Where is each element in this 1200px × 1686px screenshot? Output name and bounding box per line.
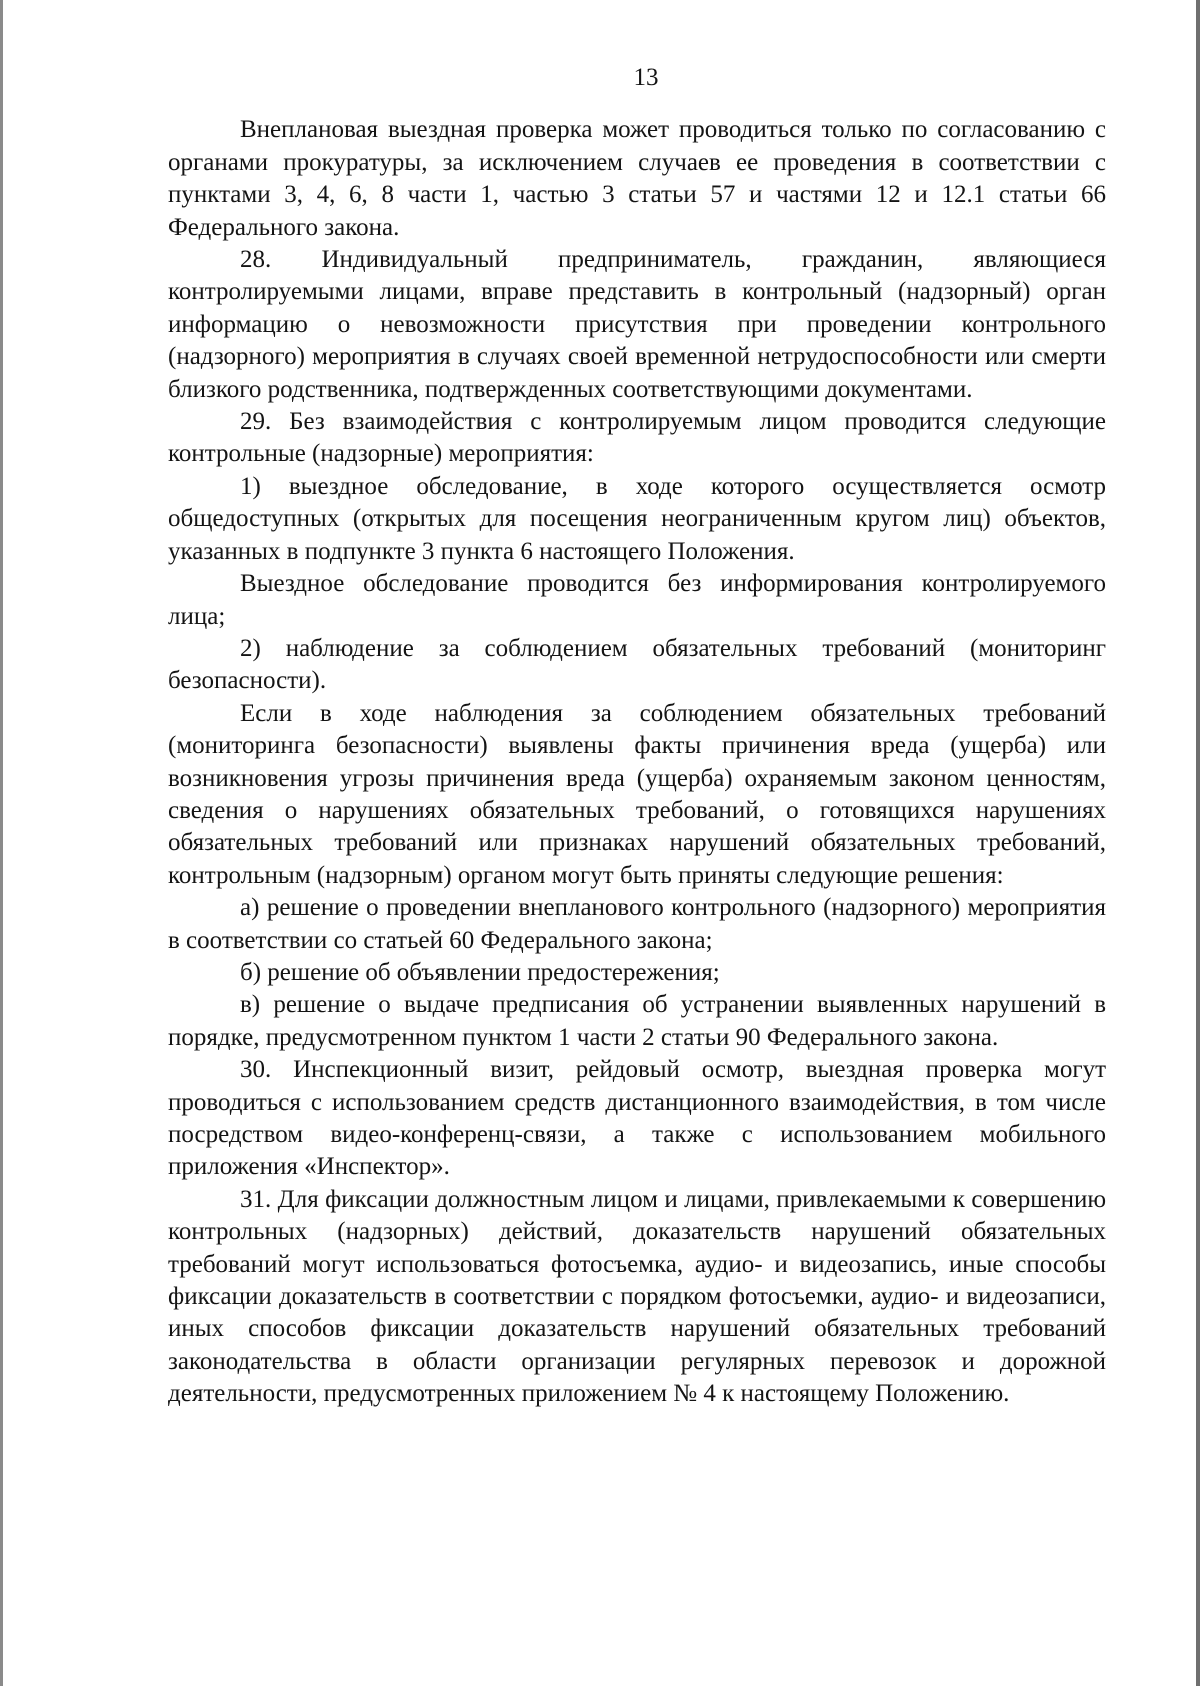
- scan-edge-left: [0, 0, 3, 1686]
- paragraph-28: 28. Индивидуальный предприниматель, гражданин, являющиеся контролируемыми лицами, вправе представить в контрольный (надзорный) орган информацию о невозможности присутствия при проведении контрольного (надзорного) мероприятия в случаях своей временной нетрудоспособности или смерти близкого родственника, подтвержденных соответствующими документами.: [168, 246, 1106, 403]
- document-page: [168, 62, 1106, 1411]
- paragraph-decision-c: в) решение о выдаче предписания об устранении выявленных нарушений в порядке, предусмотренном пунктом 1 части 2 статьи 90 Федерального закона.: [168, 991, 1106, 1051]
- paragraph-decision-b: б) решение об объявлении предостережения;: [240, 958, 720, 986]
- paragraph-unplanned-inspection: Внеплановая выездная проверка может проводиться только по согласованию с органами прокуратуры, за исключением случаев ее проведения в соответствии с пунктами 3, 4, 6, 8 части 1, частью 3 статьи 57 и частями 12 и 12.1 статьи 66 Федерального закона.: [168, 116, 1106, 241]
- paragraph-30: 30. Инспекционный визит, рейдовый осмотр, выездная проверка могут проводиться с использованием средств дистанционного взаимодействия, в том числе посредством видео-конференц-связи, а также с использованием мобильного приложения «Инспектор».: [168, 1056, 1106, 1181]
- paragraph-29-item-1: 1) выездное обследование, в ходе которого осуществляется осмотр общедоступных (открытых для посещения неограниченным кругом лиц) объектов, указанных в подпункте 3 пункта 6 настоящего Положения.: [168, 472, 1106, 565]
- paragraph-29-item-2: 2) наблюдение за соблюдением обязательных требований (мониторинг безопасности).: [168, 634, 1106, 695]
- paragraph-29: 29. Без взаимодействия с контролируемым лицом проводится следующие контрольные (надзорные) мероприятия:: [168, 408, 1106, 468]
- paragraph-field-survey: Выездное обследование проводится без информирования контролируемого лица;: [168, 570, 1106, 630]
- scan-edge-right: [1196, 0, 1200, 1686]
- paragraph-decision-a: а) решение о проведении внепланового контрольного (надзорного) мероприятия в соответствии со статьей 60 Федерального закона;: [168, 894, 1106, 954]
- paragraph-monitoring-decisions: Если в ходе наблюдения за соблюдением обязательных требований (мониторинга безопасности) выявлены факты причинения вреда (ущерба) или возникновения угрозы причинения вреда (ущерба) охраняемым законом ценностям, сведения о нарушениях обязательных требований, о готовящихся нарушениях обязательных требований или признаках нарушений обязательных требований, контрольным (надзорным) органом могут быть приняты следующие решения:: [168, 699, 1106, 889]
- page-number: 13: [633, 64, 659, 91]
- paragraph-31: 31. Для фиксации должностным лицом и лицами, привлекаемыми к совершению контрольных (надзорных) действий, доказательств нарушений обязательных требований могут использоваться фотосъемка, аудио- и видеозапись, иные способы фиксации доказательств в соответствии с порядком фотосъемки, аудио- и видеозаписи, иных способов фиксации доказательств нарушений обязательных требований законодательства в области организации регулярных перевозок и дорожной деятельности, предусмотренных приложением № 4 к настоящему Положению.: [168, 1185, 1106, 1408]
